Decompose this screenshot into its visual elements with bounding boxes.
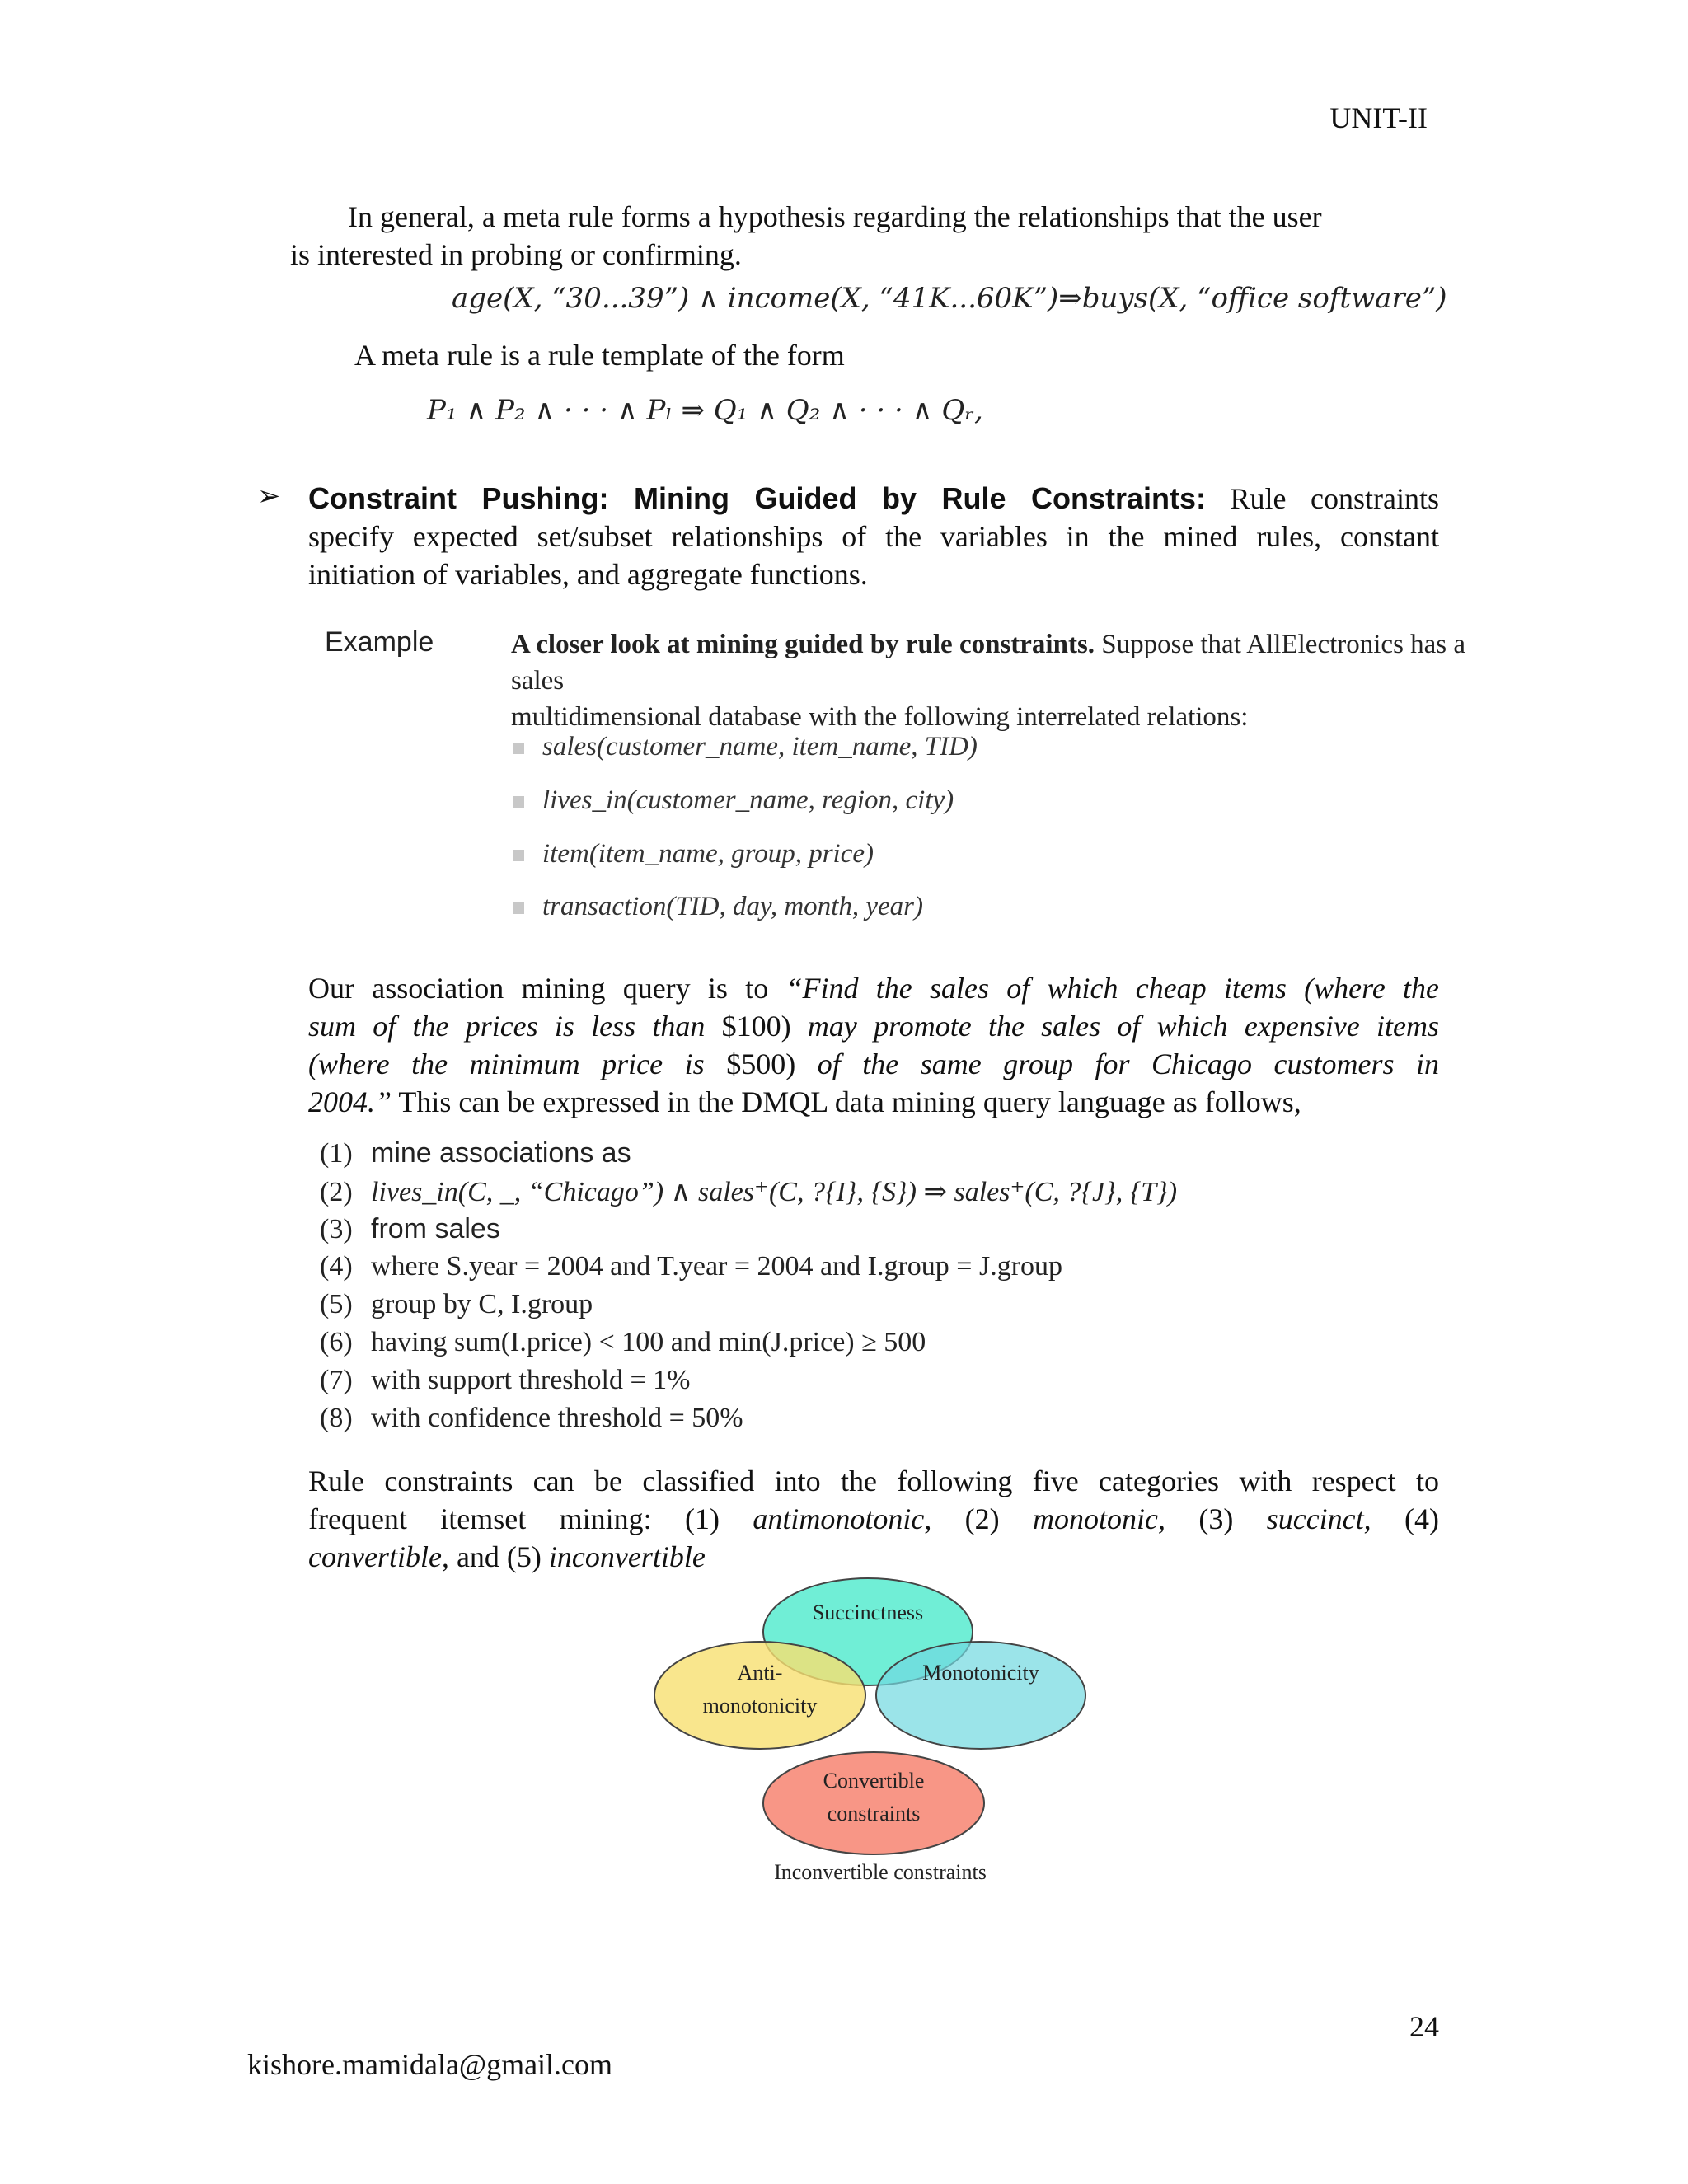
classification-paragraph: Rule constraints can be classified into the following five categories with respect to frequent itemset mining: (1) antimonotonic, (2) monotonic, (3) succinct, (4) convertible, and (5) inconvertible (308, 1465, 1439, 1573)
constraint-venn-diagram (643, 1570, 1104, 1900)
author-email: kishore.mamidala@gmail.com (247, 2048, 613, 2081)
page-header-unit: UNIT-II (1329, 101, 1428, 134)
example-text (511, 626, 1484, 735)
page-number: 24 (1409, 2010, 1439, 2043)
bullet-arrow-icon: ➢ (257, 481, 281, 512)
dmql-line: (8) with confidence threshold = 50% (320, 1403, 743, 1433)
square-bullet-icon (513, 796, 524, 808)
example-title: A closer look at mining guided by rule constraints. (511, 630, 1095, 659)
constraint-body-l1: Rule constraints (1230, 482, 1439, 515)
relation-item: item(item_name, group, price) (513, 839, 874, 869)
constraint-body-l2: specify expected set/subset relationships of the variables in the mined rules, constant (308, 520, 1439, 553)
dmql-line: (1) mine associations as (320, 1137, 631, 1169)
convertible-label-l1: Convertible (823, 1769, 925, 1793)
meta-intro-line1: In general, a meta rule forms a hypothesis regarding the relationships that the user (348, 200, 1322, 233)
example-label: Example (325, 626, 434, 658)
constraint-body-l3: initiation of variables, and aggregate functions. (308, 558, 868, 591)
convertible-label-l2: constraints (827, 1802, 921, 1825)
inconvertible-label: Inconvertible constraints (774, 1860, 987, 1884)
meta-rule-template-text: A meta rule is a rule template of the form (354, 339, 845, 372)
anti-label-l2: monotonicity (702, 1694, 818, 1718)
dmql-line: (3) from sales (320, 1213, 500, 1244)
monotonicity-label: Monotonicity (922, 1661, 1039, 1685)
example-text-l1: Suppose that AllElectronics has a sales (511, 630, 1466, 696)
meta-rule-intro (290, 198, 1434, 274)
dmql-line: (4) where S.year = 2004 and T.year = 2004 and I.group = J.group (320, 1251, 1063, 1282)
anti-label-l1: Anti- (737, 1661, 783, 1685)
relation-item: sales(customer_name, item_name, TID) (513, 732, 978, 762)
meta-rule-template-formula: P₁ ∧ P₂ ∧ · · · ∧ Pₗ ⇒ Q₁ ∧ Q₂ ∧ · · · ∧ Qᵣ, (427, 394, 983, 427)
meta-intro-line2: is interested in probing or confirming. (290, 238, 742, 271)
query-paragraph: Our association mining query is to “Find the sales of which cheap items (where the sum of the prices is less than $100) may promote the sales of which expensive items (where the minimum price is $500) of the same group for Chicago customers in 2004.” This can be expressed in the DMQL data mining query language as follows, (308, 972, 1440, 1118)
meta-rule-example-formula: age(X, “30...39”) ∧ income(X, “41K...60K”)⇒buys(X, “office software”) (452, 282, 1447, 315)
square-bullet-icon (513, 743, 524, 754)
constraint-pushing-heading: Constraint Pushing: Mining Guided by Rule Constraints: (308, 481, 1207, 515)
dmql-line: (2) lives_in(C, _, “Chicago”) ∧ sales⁺(C, ?{I}, {S}) ⇒ sales⁺(C, ?{J}, {T}) (320, 1177, 1178, 1207)
monotonicity-ellipse (876, 1642, 1085, 1749)
relation-item: transaction(TID, day, month, year) (513, 892, 923, 922)
dmql-line: (6) having sum(I.price) < 100 and min(J.price) ≥ 500 (320, 1327, 926, 1357)
dmql-line: (5) group by C, I.group (320, 1289, 593, 1319)
square-bullet-icon (513, 902, 524, 914)
constraint-pushing-paragraph (308, 480, 1439, 593)
square-bullet-icon (513, 850, 524, 861)
dmql-line: (7) with support threshold = 1% (320, 1365, 691, 1395)
succinctness-label: Succinctness (812, 1601, 924, 1624)
relation-item: lives_in(customer_name, region, city) (513, 785, 954, 816)
example-text-l2: multidimensional database with the following interrelated relations: (511, 702, 1249, 732)
